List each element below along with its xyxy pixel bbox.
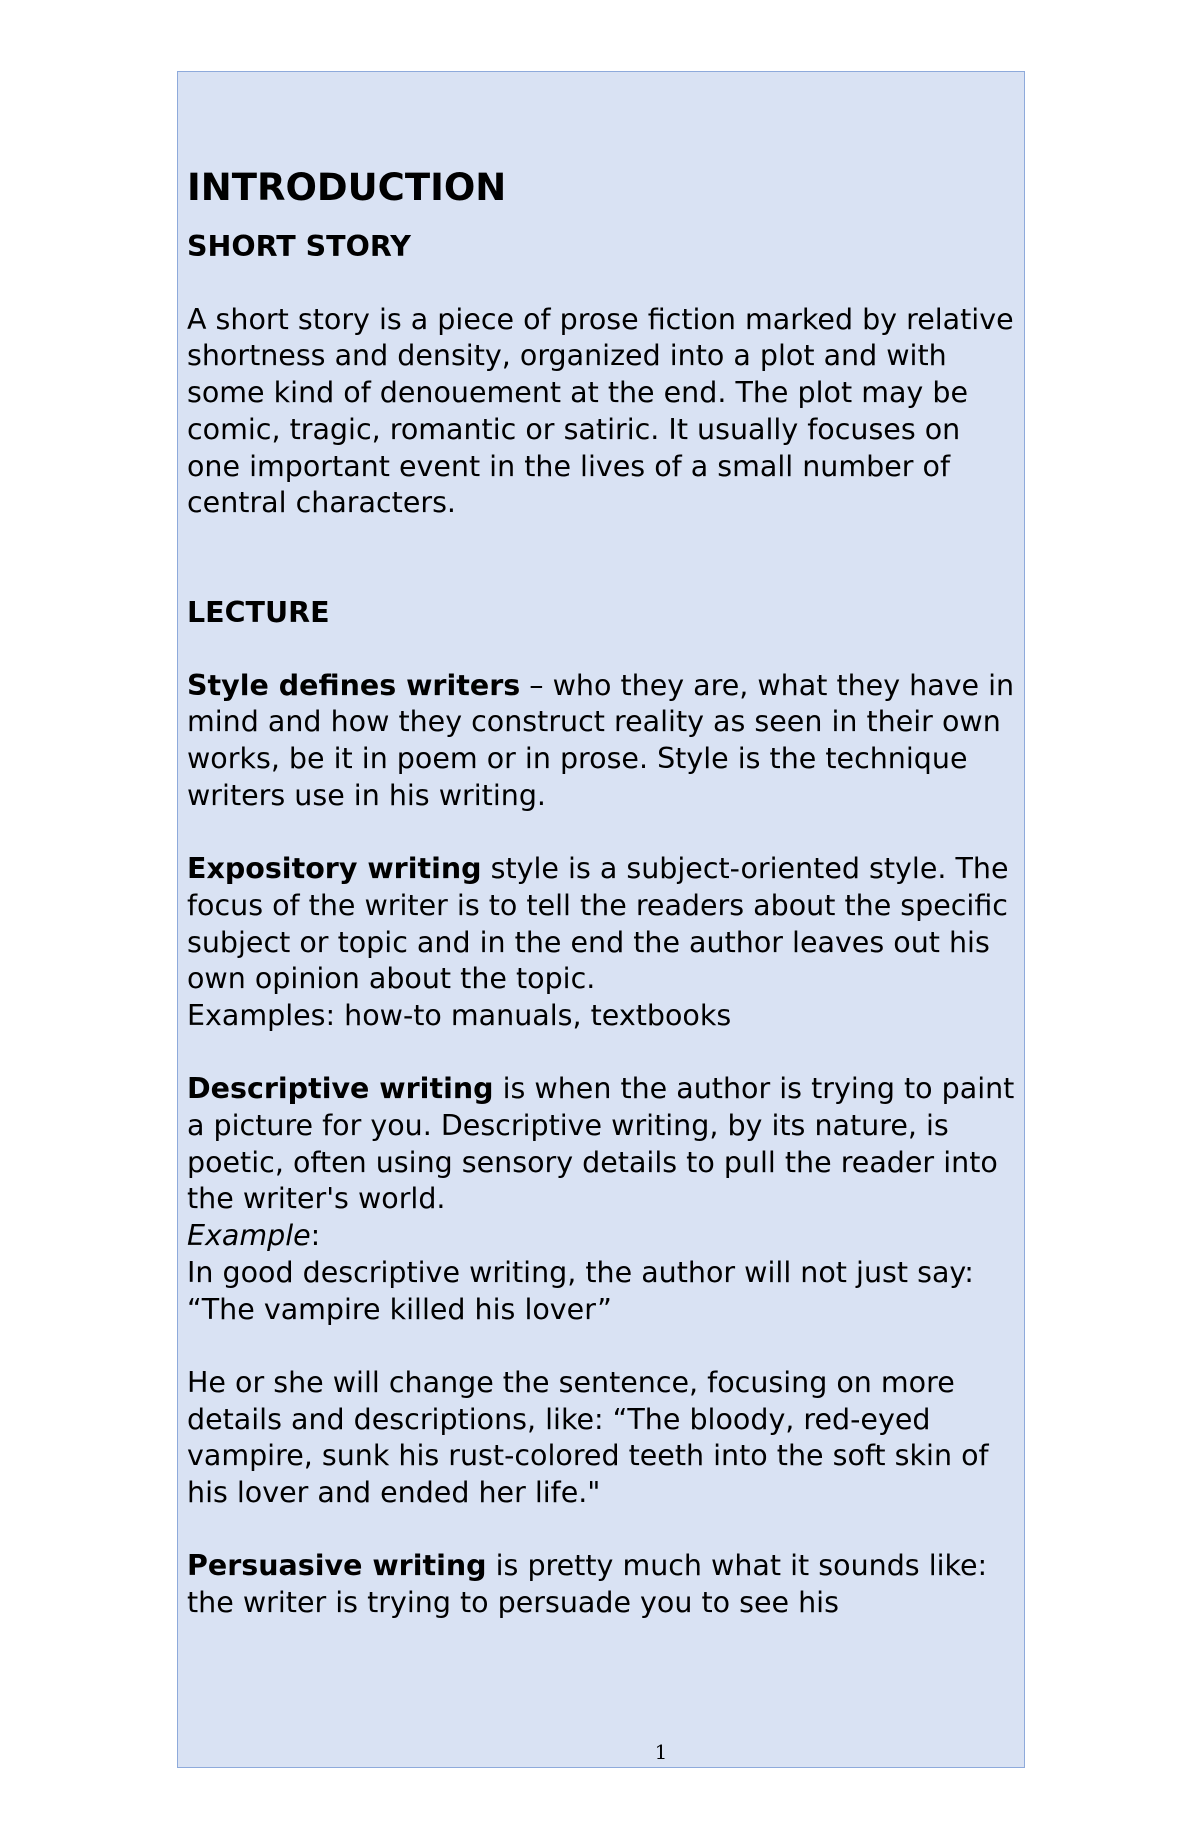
expository-examples: Examples: how-to manuals, textbooks xyxy=(187,998,732,1032)
descriptive-example-line xyxy=(187,1218,1021,1255)
descriptive-example-label: Example xyxy=(187,1219,311,1253)
style-paragraph xyxy=(187,668,1021,815)
persuasive-term: Persuasive writing xyxy=(187,1549,487,1583)
descriptive-example-colon: : xyxy=(310,1219,321,1253)
short-story-heading: SHORT STORY xyxy=(187,230,411,263)
page-content xyxy=(187,166,1021,1659)
descriptive-paragraph xyxy=(187,1071,1021,1328)
descriptive-text: is when the author is trying to paint a picture for you. Descriptive writing, by its nature, is poetic, often using sensory details to pull the reader into the writer's world. xyxy=(187,1072,1015,1216)
page xyxy=(177,71,1025,1768)
expository-paragraph xyxy=(187,851,1021,1035)
lecture-heading: LECTURE xyxy=(187,595,330,629)
expository-term: Expository writing xyxy=(187,852,482,886)
persuasive-text: is pretty much what it sounds like: the writer is trying to persuade you to see his xyxy=(187,1549,988,1620)
short-story-paragraph: A short story is a piece of prose fiction marked by relative shortness and density, organized into a plot and with some kind of denouement at the end. The plot may be comic, tragic, romantic or satiric. It usually focuses on one important event in the lives of a small number of central characters. xyxy=(187,302,1014,520)
descriptive-term: Descriptive writing xyxy=(187,1072,494,1106)
descriptive-example-text: In good descriptive writing, the author will not just say: “The vampire killed his lover” xyxy=(187,1255,974,1326)
descriptive-followup-paragraph: He or she will change the sentence, focusing on more details and descriptions, like: “The bloody, red-eyed vampire, sunk his rust-colored teeth into the soft skin of his lover and ended her life." xyxy=(187,1365,989,1510)
expository-text: style is a subject-oriented style. The focus of the writer is to tell the readers about the specific subject or topic and in the end the author leaves out his own opinion about the topic. xyxy=(187,852,1009,996)
document-title: INTRODUCTION xyxy=(187,166,507,209)
style-term: Style defines writers xyxy=(187,668,521,702)
persuasive-paragraph xyxy=(187,1548,1021,1621)
style-text: – who they are, what they have in mind and how they construct reality as seen in their own works, be it in poem or in prose. Style is the technique writers use in his writing. xyxy=(187,668,1015,812)
page-number: 1 xyxy=(654,1740,668,1764)
